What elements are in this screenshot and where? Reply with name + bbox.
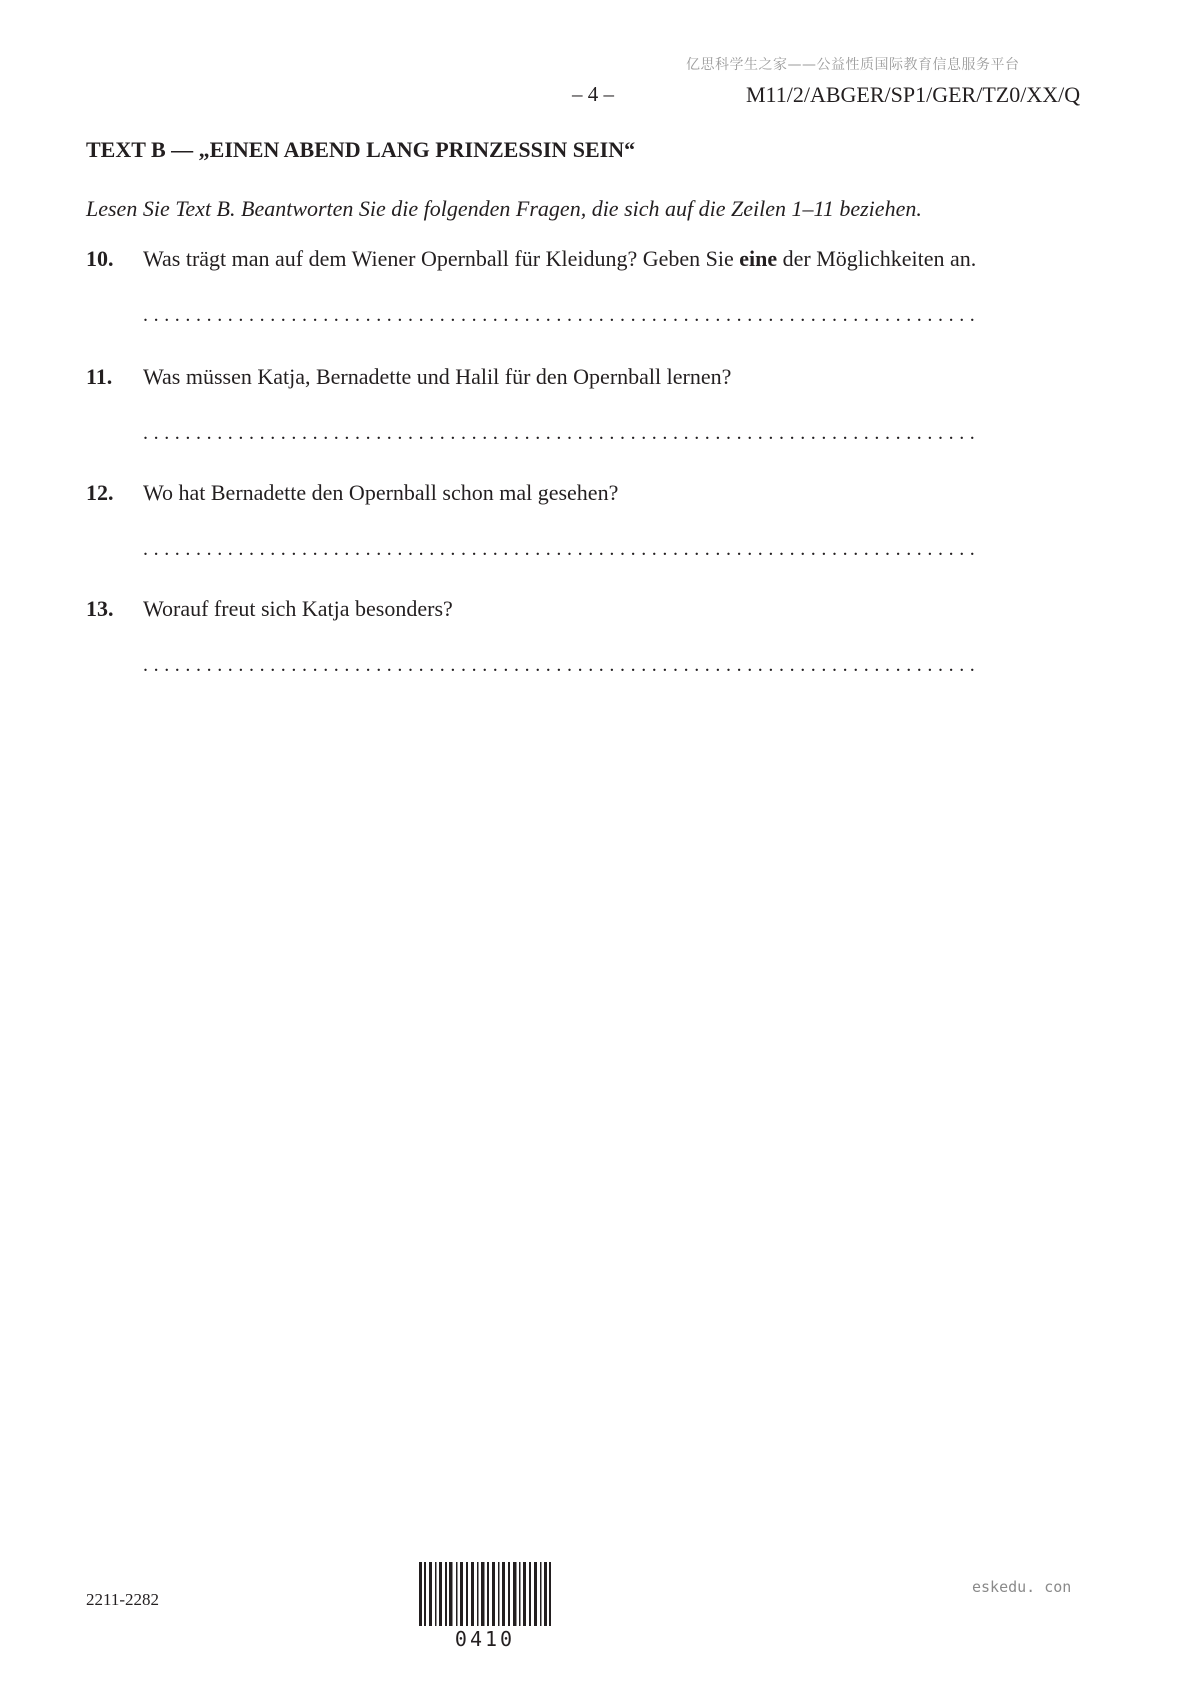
watermark-text: 亿思科学生之家——公益性质国际教育信息服务平台 xyxy=(686,57,1020,73)
question-text: Worauf freut sich Katja besonders? xyxy=(143,596,453,621)
page-number: – 4 – xyxy=(572,82,614,106)
barcode-number: 0410 xyxy=(454,1627,516,1651)
question-number: 10. xyxy=(86,246,114,271)
question-text: Was trägt man auf dem Wiener Opernball für Kleidung? Geben Sie eine der Möglichkeiten an. xyxy=(143,246,977,271)
section-title: TEXT B — „EINEN ABEND LANG PRINZESSIN SEIN“ xyxy=(86,137,636,162)
footer-site-text: eskedu. con xyxy=(972,1578,1072,1596)
footer-code: 2211-2282 xyxy=(86,1590,160,1609)
question-text: Was müssen Katja, Bernadette und Halil für den Opernball lernen? xyxy=(143,364,732,389)
question-number: 13. xyxy=(86,596,114,621)
answer-line[interactable]: ............................................................................... xyxy=(143,304,981,326)
barcode-icon xyxy=(419,1562,551,1626)
emphasis-text: eine xyxy=(739,246,778,271)
answer-line[interactable]: ............................................................................... xyxy=(143,538,981,560)
paper-code: M11/2/ABGER/SP1/GER/TZ0/XX/Q xyxy=(746,82,1081,107)
question-number: 11. xyxy=(86,364,113,389)
answer-line[interactable]: ............................................................................... xyxy=(143,422,981,444)
question-text: Wo hat Bernadette den Opernball schon mal gesehen? xyxy=(143,480,619,505)
question-number: 12. xyxy=(86,480,114,505)
answer-line[interactable]: ............................................................................... xyxy=(143,654,981,676)
section-instruction: Lesen Sie Text B. Beantworten Sie die folgenden Fragen, die sich auf die Zeilen 1–11 beziehen. xyxy=(86,196,922,221)
